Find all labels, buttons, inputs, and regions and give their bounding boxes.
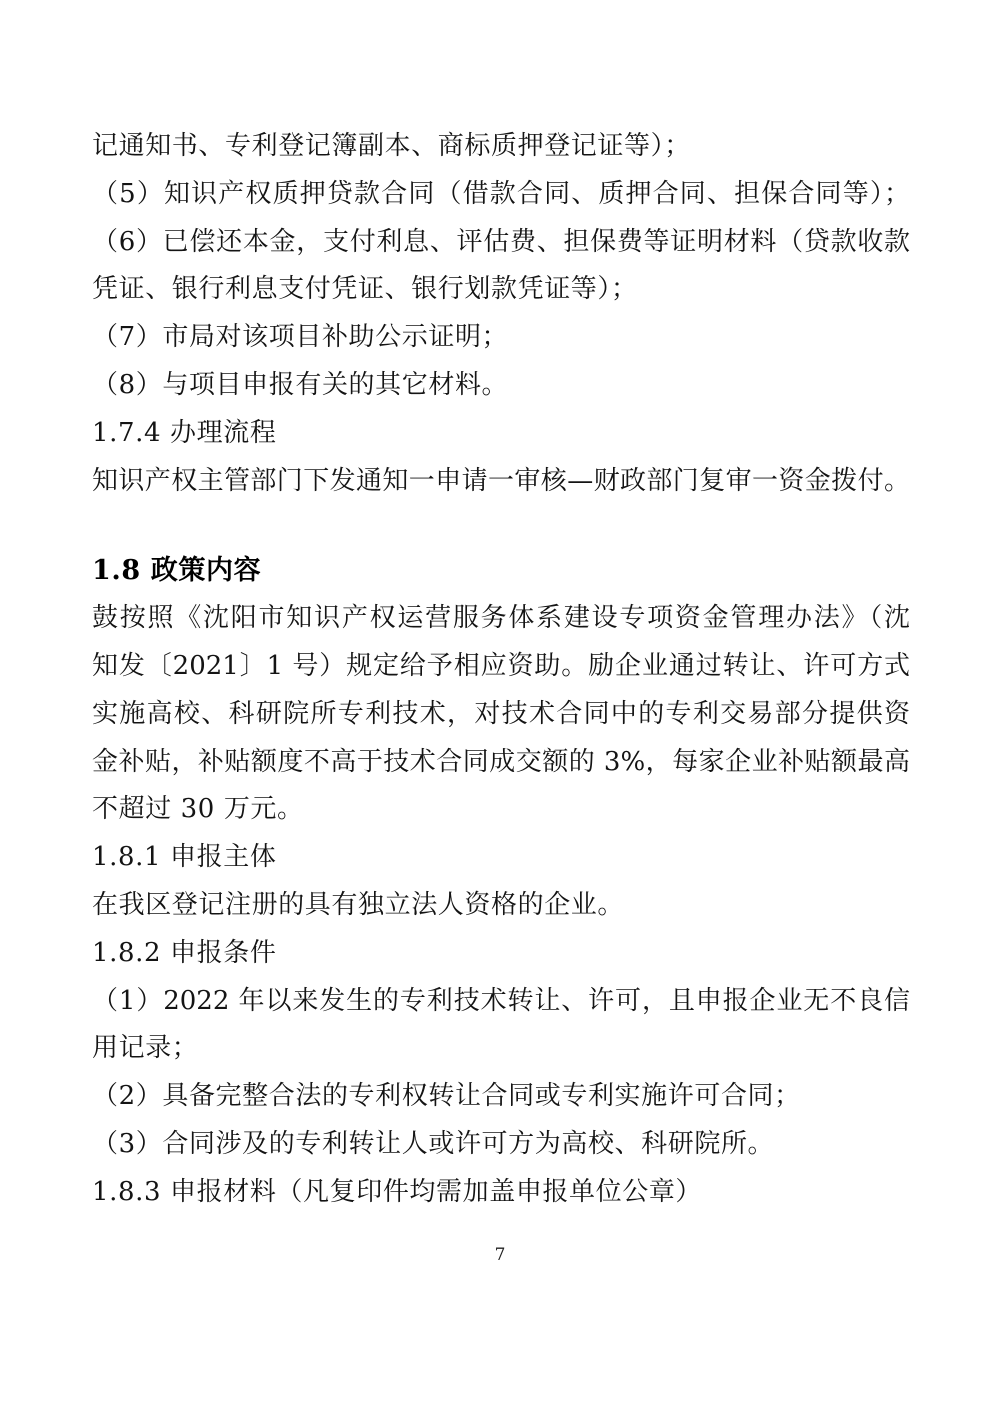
text-line: 凭证、银行利息支付凭证、银行划款凭证等）； <box>92 274 638 305</box>
text-line: 记通知书、专利登记簿副本、商标质押登记证等）； <box>92 131 691 161</box>
text-line: （5）知识产权质押贷款合同（借款合同、质押合同、担保合同等）； <box>92 178 910 209</box>
text-line: 实施高校、科研院所专利技术，对技术合同中的专利交易部分提供资 <box>92 698 910 729</box>
text-line: 1.8.1 申报主体 <box>92 842 277 873</box>
text-line: （6）已偿还本金，支付利息、评估费、担保费等证明材料（贷款收款 <box>92 226 910 257</box>
text-line: （7）市局对该项目补助公示证明； <box>92 322 509 353</box>
text-line: （8）与项目申报有关的其它材料。 <box>92 369 509 400</box>
text-line: 在我区登记注册的具有独立法人资格的企业。 <box>92 889 625 920</box>
text-line: （2）具备完整合法的专利权转让合同或专利实施许可合同； <box>92 1081 801 1112</box>
text-line: 鼓按照《沈阳市知识产权运营服务体系建设专项资金管理办法》（沈 <box>92 603 910 634</box>
text-line: 用记录； <box>92 1033 199 1064</box>
text-line: 知识产权主管部门下发通知一申请一审核—财政部门复审一资金拨付。 <box>92 465 910 496</box>
document-body <box>92 123 910 1217</box>
text-line: 1.8.2 申报条件 <box>92 937 277 968</box>
text-line: 金补贴，补贴额度不高于技术合同成交额的 3%，每家企业补贴额最高 <box>92 746 910 777</box>
text-line: （3）合同涉及的专利转让人或许可方为高校、科研院所。 <box>92 1128 775 1159</box>
text-line: 知发〔2021〕1 号）规定给予相应资助。励企业通过转让、许可方式 <box>92 650 910 681</box>
text-line: （1）2022 年以来发生的专利技术转让、许可，且申报企业无不良信 <box>92 985 910 1016</box>
text-line: 1.8.3 申报材料（凡复印件均需加盖申报单位公章） <box>92 1176 703 1207</box>
page-number: 7 <box>494 1245 506 1265</box>
section-heading: 1.8 政策内容 <box>92 555 262 587</box>
text-line: 不超过 30 万元。 <box>92 794 304 825</box>
text-line: 1.7.4 办理流程 <box>92 417 277 448</box>
